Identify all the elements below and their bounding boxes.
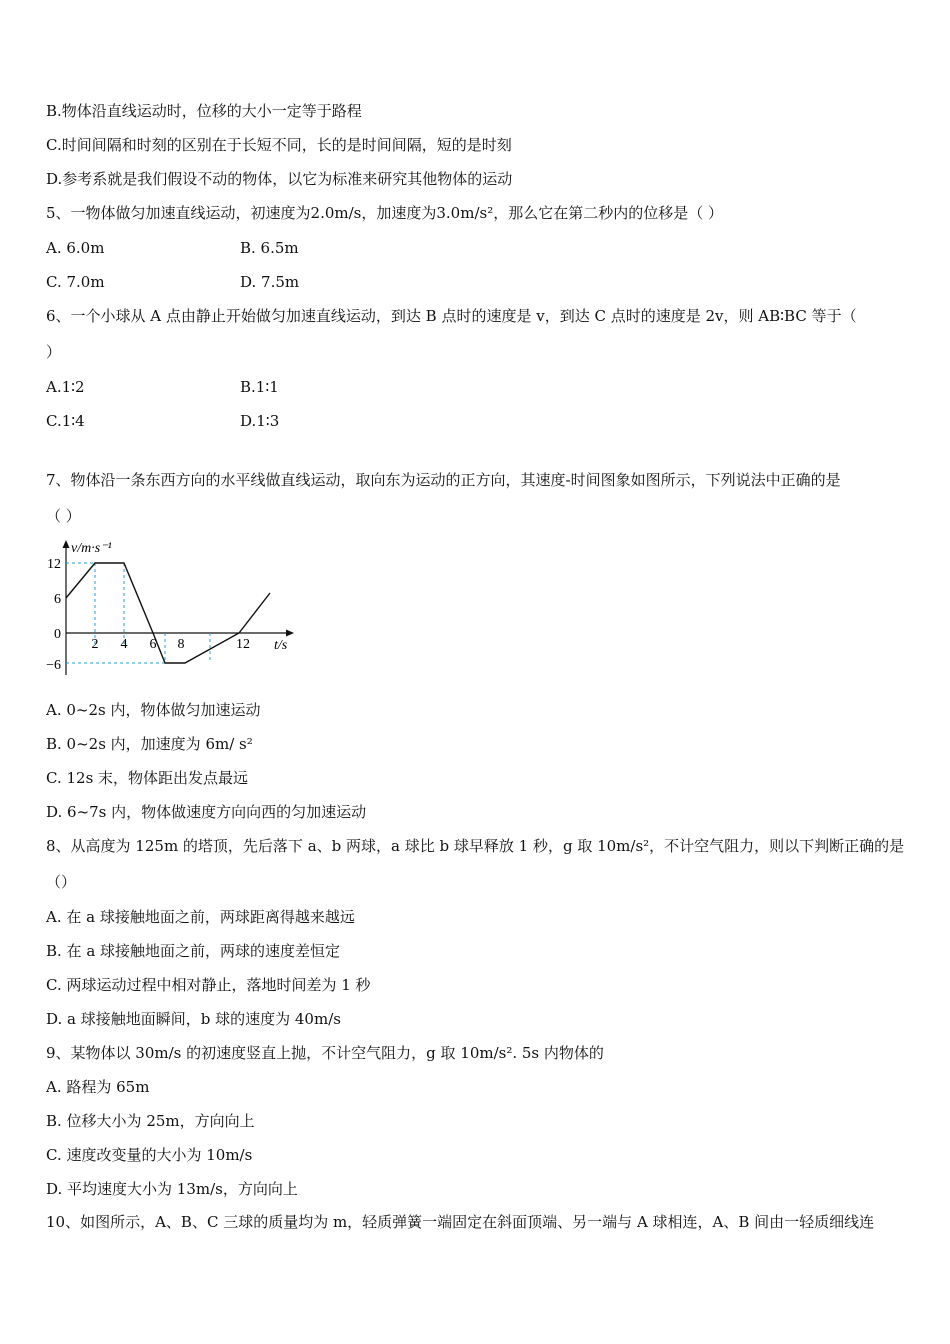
option-c-line: C.时间间隔和时刻的区别在于长短不同，长的是时间间隔，短的是时刻	[46, 136, 512, 154]
q8-option-c: C. 两球运动过程中相对静止，落地时间差为 1 秒	[46, 976, 371, 994]
question-9: 9、某物体以 30m/s 的初速度竖直上抛，不计空气阻力，g 取 10m/s². 5s 内物体的	[46, 1044, 604, 1062]
dashed-guides	[66, 563, 210, 663]
q9-option-a: A. 路程为 65m	[46, 1078, 150, 1096]
question-8: 8、从高度为 125m 的塔顶，先后落下 a、b 两球，a 球比 b 球早释放 1 秒，g 取 10m/s²，不计空气阻力，则以下判断正确的是	[46, 837, 905, 855]
question-8-cont: （）	[46, 873, 77, 891]
q9-option-c: C. 速度改变量的大小为 10m/s	[46, 1146, 253, 1164]
q9-option-d: D. 平均速度大小为 13m/s，方向向上	[46, 1180, 298, 1198]
q5-option-a: A. 6.0m	[46, 239, 105, 257]
question-10: 10、如图所示，A、B、C 三球的质量均为 m，轻质弹簧一端固定在斜面顶端、另一端与 A 球相连，A、B 间由一轻质细线连	[46, 1213, 875, 1231]
q7-option-a: A. 0~2s 内，物体做匀加速运动	[46, 701, 261, 719]
y-tick-0: 0	[54, 627, 61, 642]
q9-option-b: B. 位移大小为 25m，方向向上	[46, 1112, 255, 1130]
y-tick-neg6: −6	[46, 658, 61, 673]
q7-option-d: D. 6~7s 内，物体做速度方向向西的匀加速运动	[46, 803, 367, 821]
y-tick-12: 12	[47, 557, 61, 572]
x-tick-2: 2	[91, 637, 99, 652]
q5-option-d: D. 7.5m	[240, 273, 300, 291]
q6-option-a: A.1∶2	[46, 378, 85, 396]
q7-option-b: B. 0~2s 内，加速度为 6m/ s²	[46, 735, 253, 753]
question-6: 6、一个小球从 A 点由静止开始做匀加速直线运动，到达 B 点时的速度是 v，到达 C 点时的速度是 2v，则 AB∶BC 等于（	[46, 307, 857, 325]
y-tick-6: 6	[54, 592, 61, 607]
q6-option-b: B.1∶1	[240, 378, 279, 396]
q5-option-b: B. 6.5m	[240, 239, 299, 257]
question-7: 7、物体沿一条东西方向的水平线做直线运动，取向东为运动的正方向，其速度-时间图象如图所示，下列说法中正确的是	[46, 471, 841, 489]
x-tick-4: 4	[120, 637, 128, 652]
q7-option-c: C. 12s 末，物体距出发点最远	[46, 769, 249, 787]
option-b-line: B.物体沿直线运动时，位移的大小一定等于路程	[46, 102, 362, 120]
velocity-time-graph	[40, 535, 310, 680]
q6-option-c: C.1∶4	[46, 412, 85, 430]
x-tick-8: 8	[177, 637, 185, 652]
x-axis-label: t/s	[274, 638, 288, 653]
y-axis-arrow	[63, 540, 70, 548]
q8-option-a: A. 在 a 球接触地面之前，两球距离得越来越远	[46, 908, 355, 926]
option-d-line: D.参考系就是我们假设不动的物体，以它为标准来研究其他物体的运动	[46, 170, 513, 188]
question-7-cont: （ ）	[46, 507, 81, 525]
q5-option-c: C. 7.0m	[46, 273, 105, 291]
q8-option-d: D. a 球接触地面瞬间，b 球的速度为 40m/s	[46, 1010, 341, 1028]
y-axis-label: v/m·s⁻¹	[71, 541, 112, 556]
q8-option-b: B. 在 a 球接触地面之前，两球的速度差恒定	[46, 942, 341, 960]
x-tick-12: 12	[236, 637, 250, 652]
question-6-cont: ）	[46, 343, 62, 361]
x-axis-arrow	[286, 630, 294, 637]
x-tick-6: 6	[149, 637, 157, 652]
q6-option-d: D.1∶3	[240, 412, 280, 430]
question-5: 5、一物体做匀加速直线运动，初速度为2.0m/s，加速度为3.0m/s²，那么它在第二秒内的位移是（ ）	[46, 204, 723, 222]
